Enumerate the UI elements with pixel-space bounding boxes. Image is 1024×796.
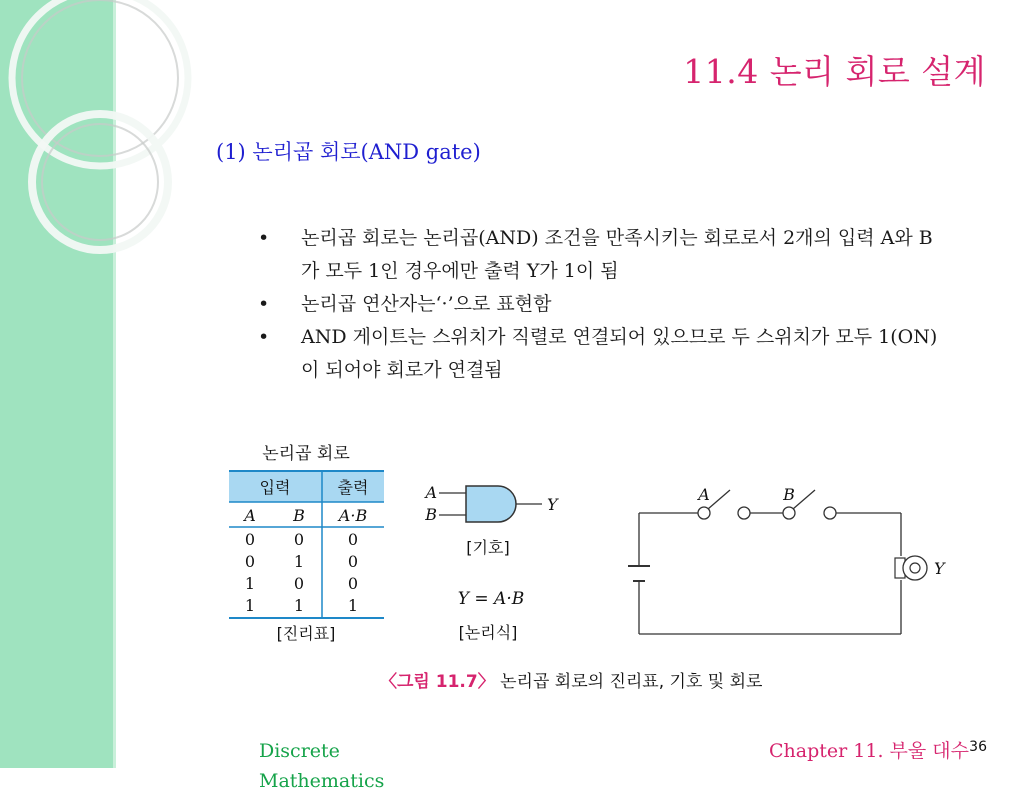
truth-table-caption: [진리표]: [276, 624, 336, 643]
table-col-a: A: [244, 506, 256, 525]
slide-title: 11.4 논리 회로 설계: [683, 52, 986, 91]
footer-course-name: Discrete Mathematics: [259, 740, 385, 792]
switch-a-label: A: [698, 485, 710, 504]
switch-a-contact: [738, 507, 750, 519]
table-cell: 1: [293, 596, 305, 615]
lamp-label: Y: [934, 559, 945, 578]
expression-caption: [논리식]: [458, 623, 518, 642]
page-number: 36: [969, 739, 987, 755]
bullet-item: [258, 321, 948, 387]
table-cell: 1: [244, 596, 256, 615]
table-col-ab: A·B: [338, 506, 368, 525]
figure-caption-text: 논리곱 회로의 진리표, 기호 및 회로: [494, 672, 763, 692]
ring-large-inner: [22, 0, 178, 156]
bullet-item: [258, 288, 948, 321]
table-cell: 0: [347, 530, 359, 549]
bullet-text: 논리곱 회로는 논리곱(AND) 조건을 만족시키는 회로로서 2개의 입력 A와 B가 모두 1인 경우에만 출력 Y가 1이 됨: [301, 227, 933, 282]
bullet-marker: •: [258, 227, 270, 249]
ring-small: [32, 114, 168, 250]
switch-b-lever: [793, 490, 815, 509]
figure-caption: [380, 667, 762, 692]
bullet-item: [258, 222, 948, 288]
gate-input-b-label: B: [425, 505, 437, 524]
switch-b-contact: [824, 507, 836, 519]
table-cell: 0: [293, 530, 305, 549]
logic-expression: Y = A·B: [457, 589, 525, 609]
table-col-b: B: [293, 506, 305, 525]
table-cell: 0: [347, 552, 359, 571]
gate-input-a-label: A: [425, 483, 437, 502]
figure-caption-label: 〈그림 11.7〉: [380, 672, 495, 692]
table-group-input: 입력: [259, 478, 291, 497]
switch-b-label: B: [783, 485, 795, 504]
gate-output-label: Y: [547, 495, 558, 514]
table-cell: 0: [244, 530, 256, 549]
footer-chapter: Chapter 11. 부울 대수: [769, 740, 969, 762]
ring-large: [12, 0, 188, 166]
gate-caption: [기호]: [466, 538, 510, 557]
table-cell: 0: [244, 552, 256, 571]
switch-a-lever: [708, 490, 730, 509]
section-heading: (1) 논리곱 회로(AND gate): [216, 140, 481, 164]
table-cell: 1: [244, 574, 256, 593]
table-cell: 0: [293, 574, 305, 593]
bullet-list: [258, 222, 948, 387]
table-cell: 1: [293, 552, 305, 571]
lamp-icon: [903, 556, 927, 580]
and-gate-icon: [466, 486, 516, 522]
bullet-text: AND 게이트는 스위치가 직렬로 연결되어 있으므로 두 스위치가 모두 1(ON)이 되어야 회로가 연결됨: [301, 326, 938, 381]
bullet-marker: •: [258, 326, 270, 348]
and-gate-figure: [226, 438, 945, 658]
table-cell: 1: [347, 596, 359, 615]
ring-small-inner: [42, 124, 158, 240]
table-group-output: 출력: [337, 478, 369, 497]
table-cell: 0: [347, 574, 359, 593]
truth-table-title: 논리곱 회로: [262, 444, 350, 464]
bullet-marker: •: [258, 293, 270, 315]
bullet-text: 논리곱 연산자는‘·’으로 표현함: [301, 293, 552, 315]
decorative-rings: [0, 0, 200, 300]
